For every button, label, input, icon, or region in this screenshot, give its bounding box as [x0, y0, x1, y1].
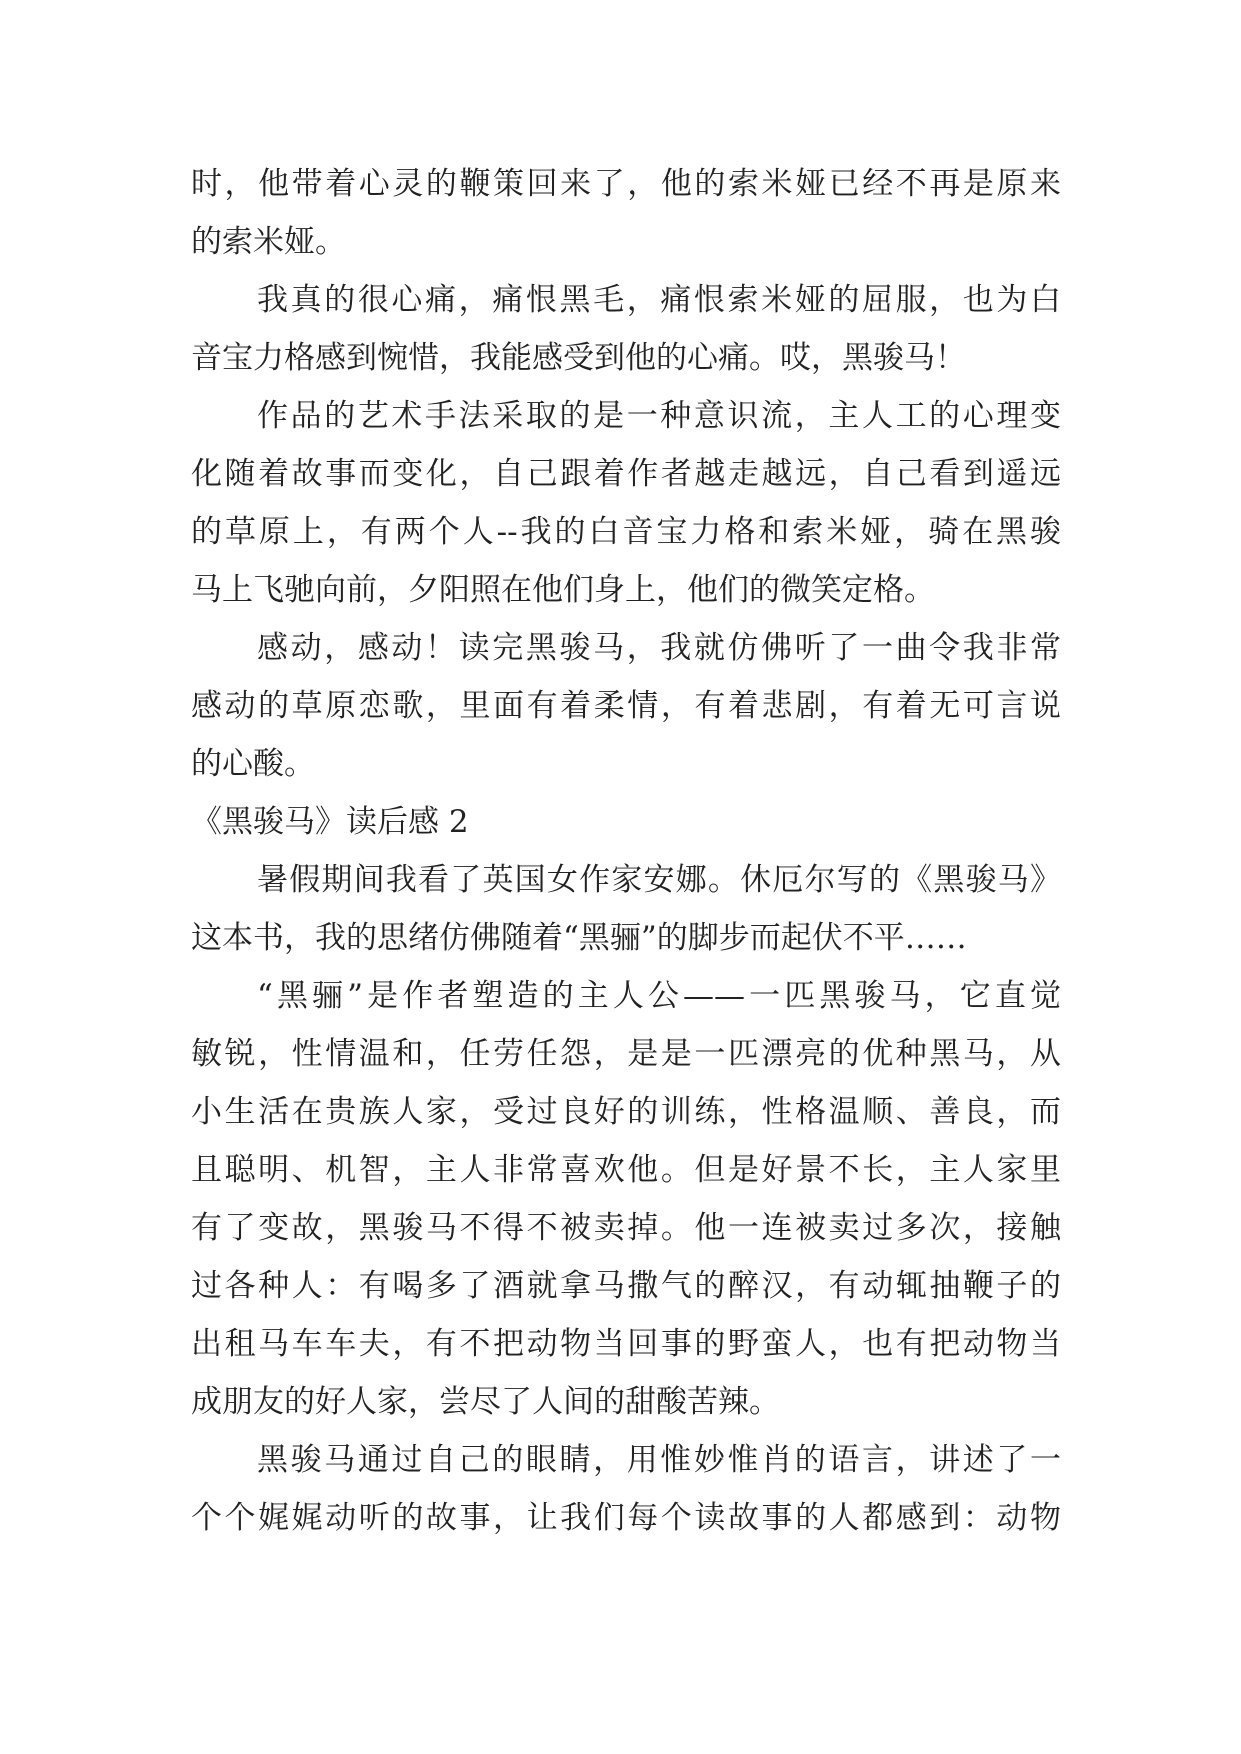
text-line: 这本书，我的思绪仿佛随着“黑骊”的脚步而起伏不平…… [191, 920, 967, 956]
paragraph-first-line: 感动，感动！读完黑骏马，我就仿佛听了一曲令我非常 [257, 630, 1061, 666]
text-line: 出租马车车夫，有不把动物当回事的野蛮人，也有把动物当 [191, 1326, 1061, 1362]
paragraph-first-line: 作品的艺术手法采取的是一种意识流，主人工的心理变 [257, 398, 1061, 434]
text-line: 过各种人：有喝多了酒就拿马撒气的醉汉，有动辄抽鞭子的 [191, 1268, 1061, 1304]
paragraph-first-line: 黑骏马通过自己的眼睛，用惟妙惟肖的语言，讲述了一 [257, 1442, 1061, 1478]
text-line: 时，他带着心灵的鞭策回来了，他的索米娅已经不再是原来 [191, 166, 1061, 202]
text-line: 敏锐，性情温和，任劳任怨，是是一匹漂亮的优种黑马，从 [191, 1036, 1061, 1072]
text-line: 音宝力格感到惋惜，我能感受到他的心痛。哎，黑骏马！ [191, 340, 966, 376]
text-line: 小生活在贵族人家，受过良好的训练，性格温顺、善良，而 [191, 1094, 1061, 1130]
text-line: 的草原上，有两个人--我的白音宝力格和索米娅，骑在黑骏 [191, 514, 1061, 550]
paragraph-first-line: 我真的很心痛，痛恨黑毛，痛恨索米娅的屈服，也为白 [257, 282, 1061, 318]
text-line: 化随着故事而变化，自己跟着作者越走越远，自己看到遥远 [191, 456, 1061, 492]
document-body [191, 155, 1061, 1547]
text-line: 的心酸。 [191, 746, 315, 782]
paragraph-first-line: 暑假期间我看了英国女作家安娜。休厄尔写的《黑骏马》 [257, 862, 1061, 898]
text-line: 的索米娅。 [191, 224, 346, 260]
text-line: 且聪明、机智，主人非常喜欢他。但是好景不长，主人家里 [191, 1152, 1061, 1188]
text-line: 个个娓娓动听的故事，让我们每个读故事的人都感到：动物 [191, 1500, 1061, 1536]
text-line: 马上飞驰向前，夕阳照在他们身上，他们的微笑定格。 [191, 572, 935, 608]
text-line: 感动的草原恋歌，里面有着柔情，有着悲剧，有着无可言说 [191, 688, 1061, 724]
text-line: 成朋友的好人家，尝尽了人间的甜酸苦辣。 [191, 1384, 780, 1420]
section-heading: 《黑骏马》读后感 2 [191, 804, 469, 840]
text-line: 有了变故，黑骏马不得不被卖掉。他一连被卖过多次，接触 [191, 1210, 1061, 1246]
paragraph-first-line: “黑骊”是作者塑造的主人公——一匹黑骏马，它直觉 [257, 978, 1061, 1014]
